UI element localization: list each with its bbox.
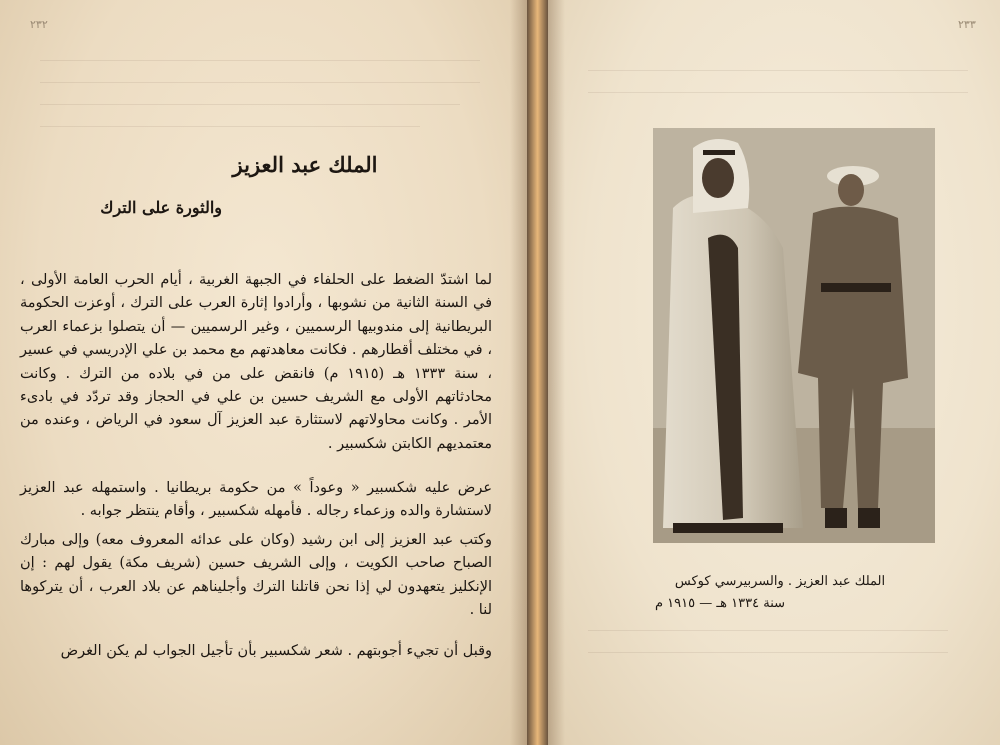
bleed-through [588,652,948,653]
photo-caption-date: سنة ١٣٣٤ هـ — ١٩١٥ م [654,596,786,611]
paragraph: وقبل أن تجيء أجوبتهم . شعر شكسبير بأن تأجيل الجواب لم يكن الغرض [60,643,492,659]
paragraph: وكتب عبد العزيز إلى ابن رشيد (وكان على عدائه المعروف معه) وإلى مبارك الصباح صاحب الكويت ، وإلى الشريف حسين (شريف مكة) يقول لهم : إن الإنكليز يتعهدون لي إذا نحن قاتلنا الترك وأجليناهم عن بلاد العرب ، أن يتركوها لنا . [20,532,492,619]
bleed-through [588,92,968,93]
paragraph: عرض عليه شكسبير « وعوداً » من حكومة بريطانيا . واستمهله عبد العزيز لاستشارة والده وزعماء رجاله . فأمهله شكسبير ، وأقام ينتظر جوابه . [20,480,492,520]
bleed-through [40,60,480,61]
paragraph: لما اشتدّ الضغط على الحلفاء في الجبهة الغربية ، أيام الحرب العامة الأولى ، في السنة الثانية من نشوبها ، وأرادوا إثارة العرب على الترك ، أوعزت الحكومة البريطانية إلى مندوبيها الرسميين ، وغير الرسميين — أن يتصلوا بزعماء العرب ، في مختلف أقطارهم . فكانت معاهدتهم مع محمد بن علي الإدريسي في عسير ، سنة ١٣٣٣ هـ (١٩١٥ م) فانقض على من في بلاده من الترك . وكانت محادثاتهم الأولى مع الشريف حسين بن علي في الحجاز وقد تردّد في بادىء الأمر . وكانت محاولاتهم لاستثارة عبد العزيز آل سعود في الرياض ، وعنده من معتمديهم الكابتن شكسبير . [20,272,492,452]
bleed-through [40,104,460,105]
bleed-through [588,630,948,631]
bleed-through [40,82,480,83]
photo-figures [653,128,935,543]
chapter-title: الملك عبد العزيز [232,152,378,177]
book-gutter [510,0,565,745]
page-number: ٢٣٢ [30,18,48,31]
bleed-through [40,126,420,127]
photo-caption: الملك عبد العزيز . والسربيرسي كوكس [674,574,886,589]
bleed-through [588,70,968,71]
page-number: ٢٣٣ [958,18,976,31]
historical-photograph [653,128,935,543]
chapter-subtitle: والثورة على الترك [100,198,222,217]
